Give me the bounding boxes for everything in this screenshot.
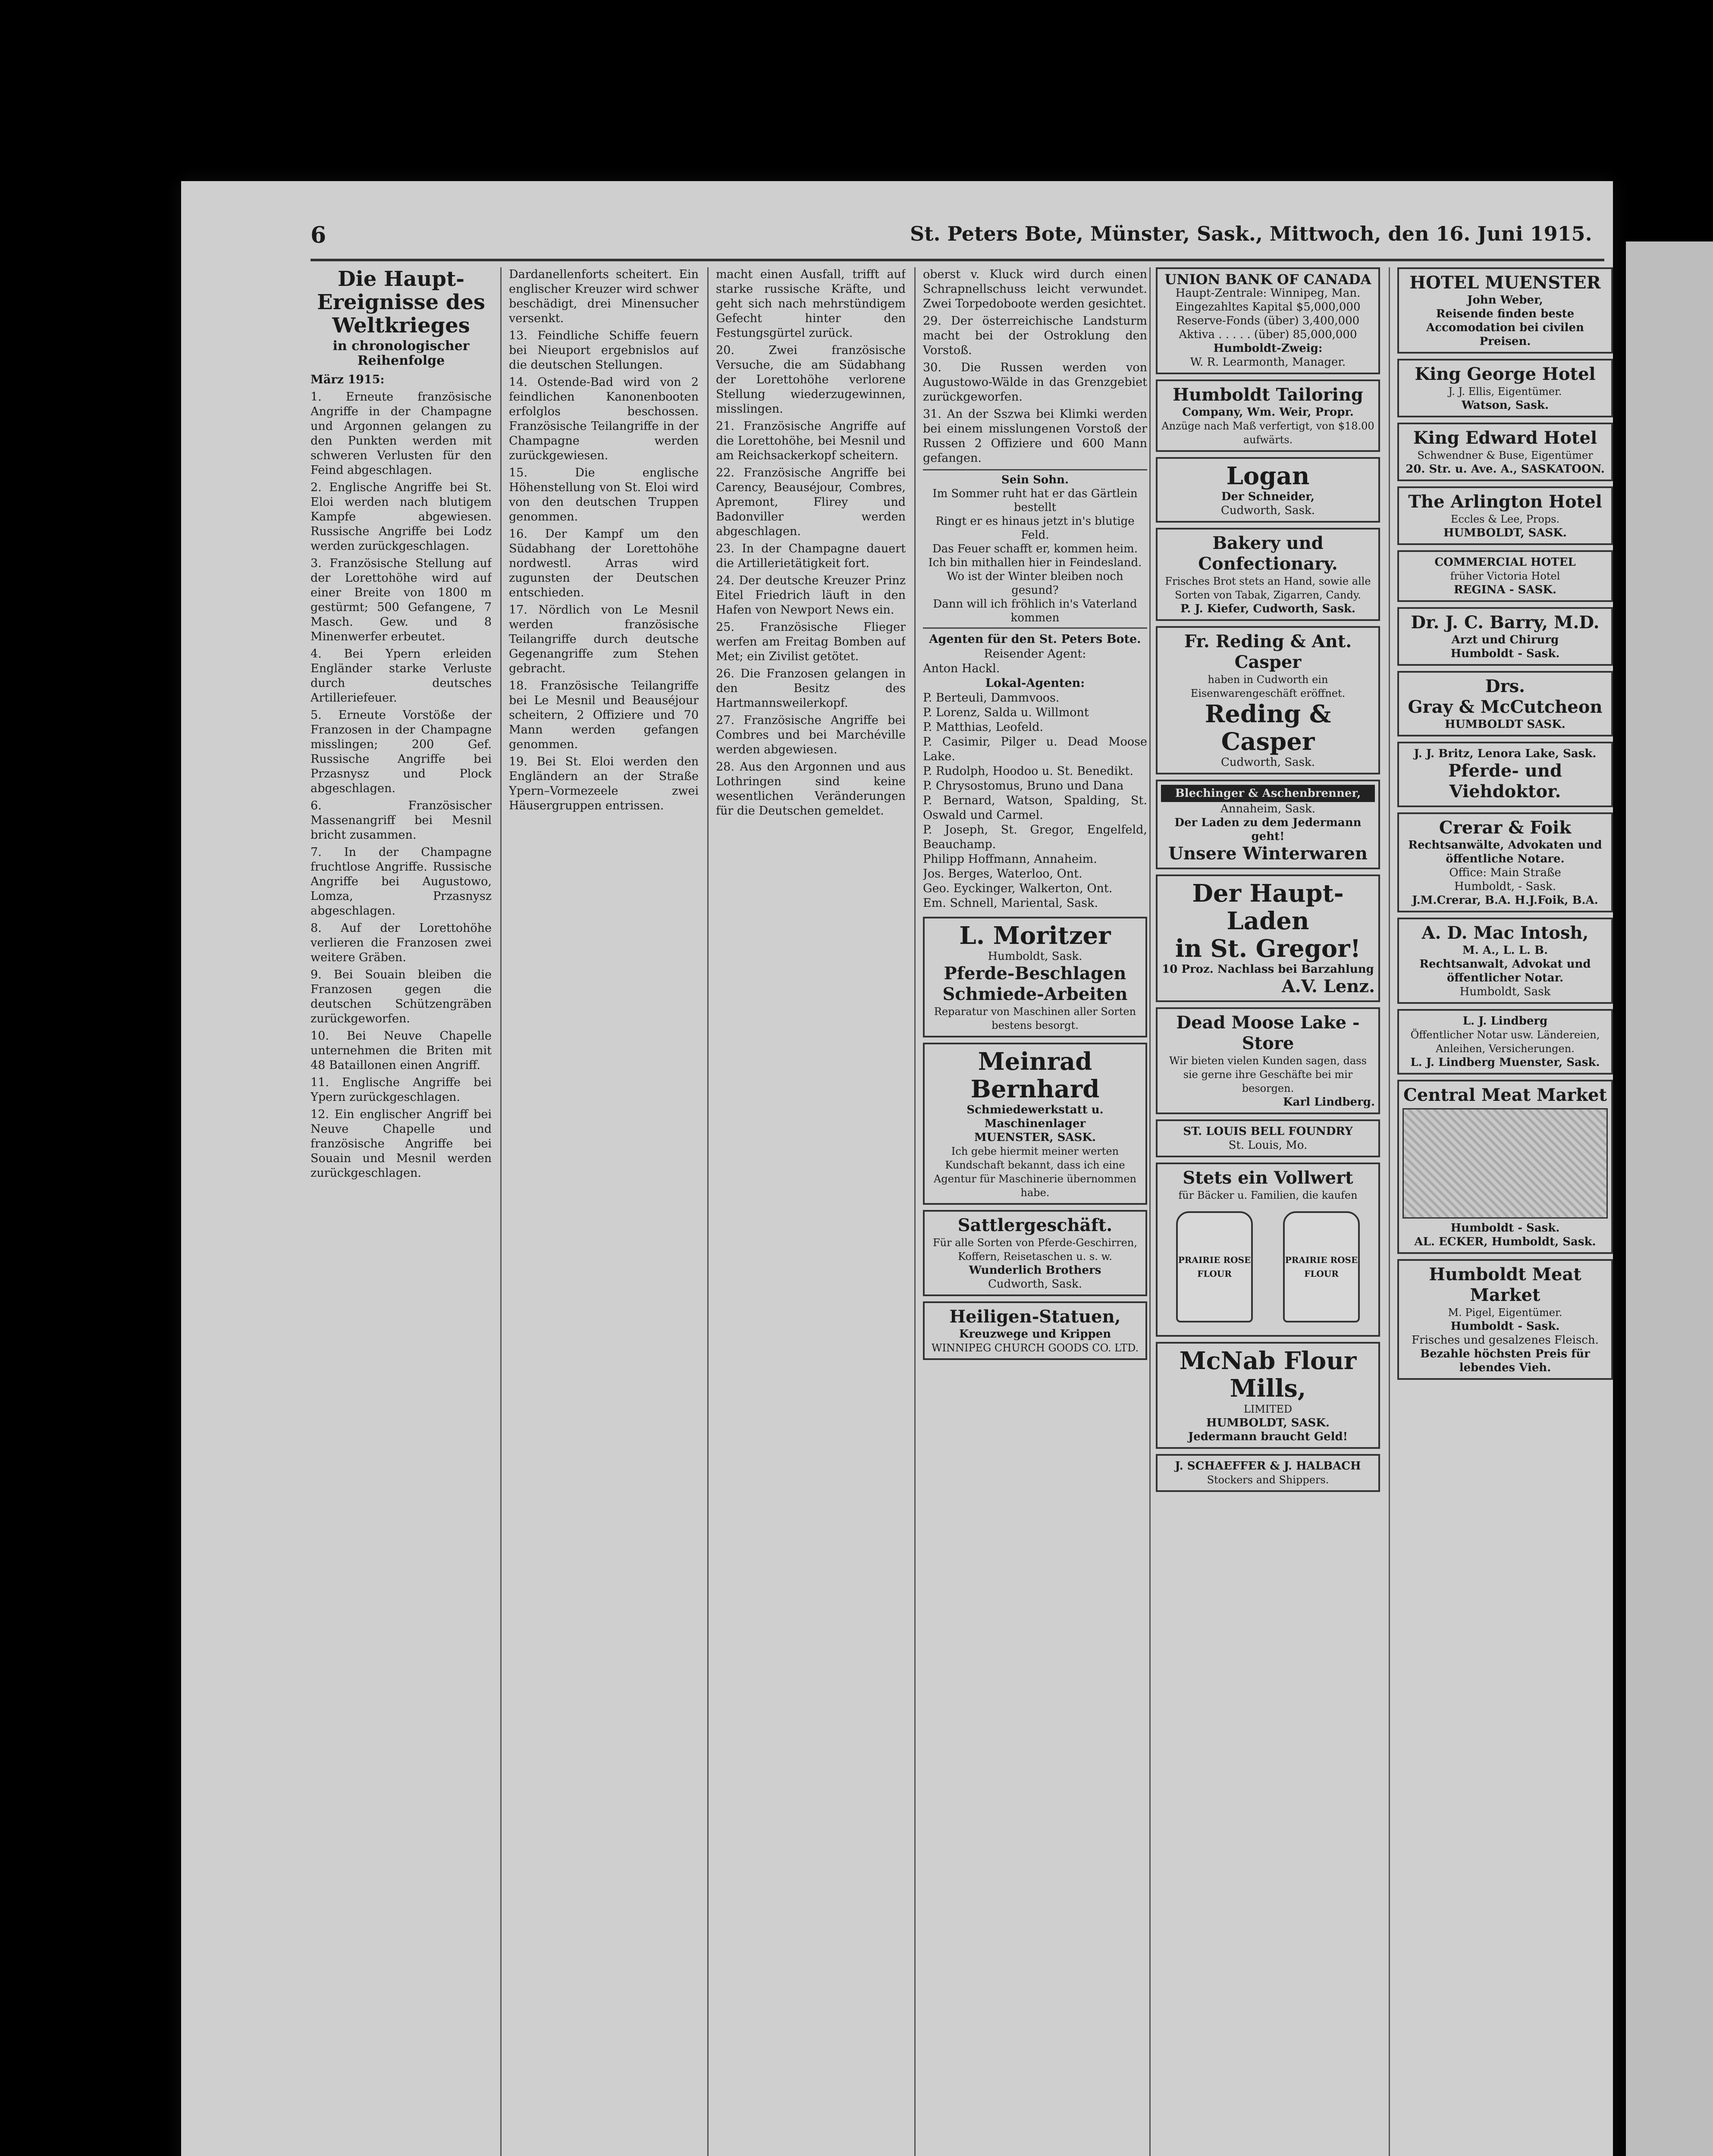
ad-mcnab xyxy=(1156,1342,1380,1449)
article-heading: Die Haupt-Ereignisse des Weltkrieges xyxy=(317,267,485,338)
ad-text: für Bäcker u. Familien, die kaufen xyxy=(1178,1189,1358,1201)
ad-owner: Schwendner & Buse, Eigentümer xyxy=(1417,449,1593,461)
ad-place: HUMBOLDT SASK. xyxy=(1445,718,1566,731)
ad-subtitle: Unsere Winterwaren xyxy=(1168,843,1368,864)
ad-names: J.M.Crerar, B.A. H.J.Foik, B.A. xyxy=(1412,894,1598,907)
agents-sub: Reisender Agent: xyxy=(984,647,1086,661)
ad-text: Öffentlicher Notar usw. Ländereien, Anleihen, Versicherungen. xyxy=(1410,1029,1600,1055)
article-paragraph: 7. In der Champagne fruchtlose Angriffe. Russische Angriffe bei Augustowo, Lomza, Przasnysz abgeschlagen. xyxy=(311,846,492,918)
ad-degree: M. A., L. L. B. xyxy=(1462,944,1548,957)
ad-reding xyxy=(1156,626,1380,774)
ad-place: Cudworth, Sask. xyxy=(1220,756,1315,769)
ad-title: Fr. Reding & Ant. Casper xyxy=(1184,631,1352,672)
column-rule xyxy=(1389,267,1390,2156)
ad-name: Gray & McCutcheon xyxy=(1408,697,1603,717)
agent-entry: Em. Schnell, Mariental, Sask. xyxy=(923,896,1098,910)
ad-king-edward xyxy=(1397,423,1613,481)
article-paragraph: 4. Bei Ypern erleiden Engländer starke Verluste durch deutsches Artilleriefeuer. xyxy=(311,647,492,705)
article-paragraph: 19. Bei St. Eloi werden den Engländern an der Straße Ypern–Vormezeele zwei Häusergruppen entrissen. xyxy=(509,755,699,812)
ad-title: Bakery und Confectionary. xyxy=(1198,533,1338,574)
ad-office: Office: Main Straße xyxy=(1449,866,1561,879)
article-paragraph: 10. Bei Neuve Chapelle unternehmen die Briten mit 48 Bataillonen einen Angriff. xyxy=(311,1029,492,1072)
ad-text: 10 Proz. Nachlass bei Barzahlung xyxy=(1162,963,1374,976)
column-2 xyxy=(509,267,699,2156)
article-paragraph: Dardanellenforts scheitert. Ein englischer Kreuzer wird schwer beschädigt, drei Minensucher versenkt. xyxy=(509,268,699,325)
agent-entry: P. Matthias, Leofeld. xyxy=(923,721,1044,734)
article-paragraph: 11. Englische Angriffe bei Ypern zurückgeschlagen. xyxy=(311,1076,492,1104)
article-paragraph: 30. Die Russen werden von Augustowo-Wälde in das Grenzgebiet zurückgeworfen. xyxy=(923,361,1147,404)
ad-title: Dr. J. C. Barry, M.D. xyxy=(1411,612,1600,633)
agent-entry: Jos. Berges, Waterloo, Ont. xyxy=(923,867,1082,881)
ad-title: in St. Gregor! xyxy=(1175,934,1361,963)
ad-title: Der Haupt-Laden xyxy=(1192,879,1344,935)
ad-firm: Wunderlich Brothers xyxy=(969,1264,1101,1277)
ad-union-bank xyxy=(1156,267,1380,374)
ad-line: Schmiedewerkstatt u. Maschinenlager xyxy=(966,1103,1104,1130)
ad-line: W. R. Learmonth, Manager. xyxy=(1190,356,1346,369)
ad-line: Eingezahltes Kapital $5,000,000 xyxy=(1175,301,1361,313)
article-paragraph: 8. Auf der Lorettohöhe verlieren die Franzosen zwei weitere Gräben. xyxy=(311,921,492,964)
article-paragraph: 3. Französische Stellung auf der Lorettohöhe wird auf einer Breite von 1800 m gestürmt; 500 Gefangene, 7 Masch. Gew. und 8 Minenwerfer erbeutet. xyxy=(311,557,492,643)
ad-place: Humboldt, Sask xyxy=(1459,985,1551,998)
ad-logan xyxy=(1156,457,1380,523)
agent-entry: P. Chrysostomus, Bruno und Dana xyxy=(923,779,1124,793)
ad-gray-mccutcheon xyxy=(1397,671,1613,736)
ad-owner: M. Pigel, Eigentümer. xyxy=(1448,1307,1562,1319)
ad-title: The Arlington Hotel xyxy=(1408,492,1602,512)
ad-bell-foundry xyxy=(1156,1119,1380,1157)
ad-place: Annaheim, Sask. xyxy=(1220,802,1316,815)
agent-entry: P. Rudolph, Hoodoo u. St. Benedikt. xyxy=(923,765,1133,778)
ad-line: Aktiva . . . . . (über) 85,000,000 xyxy=(1179,328,1357,341)
ad-owner: Karl Lindberg. xyxy=(1283,1096,1375,1109)
ad-owner: Eccles & Lee, Props. xyxy=(1450,513,1560,525)
article-paragraph: 26. Die Franzosen gelangen in den Besitz des Hartmannsweilerkopf. xyxy=(716,667,906,710)
ad-place: Humboldt, Sask. xyxy=(988,950,1082,963)
column-1 xyxy=(311,267,492,2156)
page-number: 6 xyxy=(311,222,326,248)
local-agents-title: Lokal-Agenten: xyxy=(985,677,1085,690)
ad-tail: Bezahle höchsten Preis für lebendes Vieh. xyxy=(1420,1348,1590,1374)
ad-text: Ich gebe hiermit meiner werten Kundschaft bekannt, dass ich eine Agentur für Maschinerie übernommen habe. xyxy=(934,1145,1136,1199)
ad-owner: AL. ECKER, Humboldt, Sask. xyxy=(1414,1235,1596,1248)
ad-title: Drs. xyxy=(1485,676,1525,696)
ad-text: Der Laden zu dem Jedermann geht! xyxy=(1174,816,1362,843)
ad-line: Humboldt-Zweig: xyxy=(1213,342,1323,355)
ad-schaeffer xyxy=(1156,1454,1380,1492)
ad-flour xyxy=(1156,1163,1380,1337)
ad-place: Watson, Sask. xyxy=(1461,399,1549,412)
newspaper-masthead: St. Peters Bote, Münster, Sask., Mittwoch, den 16. Juni 1915. xyxy=(910,222,1592,245)
agents-name: Anton Hackl. xyxy=(923,662,1000,675)
ad-sub: Arzt und Chirurg xyxy=(1451,633,1559,646)
ad-place: St. Louis, Mo. xyxy=(1228,1139,1308,1152)
ad-title: McNab Flour Mills, xyxy=(1179,1347,1357,1403)
ad-title: Crerar & Foik xyxy=(1439,818,1572,838)
ad-sub: Pferde- und Viehdoktor. xyxy=(1448,761,1562,802)
article-paragraph: macht einen Ausfall, trifft auf starke russische Kräfte, und geht sich nach mehrstündigem Gefecht hinter den Festungsgürtel zurück. xyxy=(716,268,906,340)
ad-owner: John Weber, xyxy=(1467,294,1543,307)
ad-king-george xyxy=(1397,359,1613,417)
ad-firm: Company, Wm. Weir, Propr. xyxy=(1182,406,1354,419)
article-paragraph: 1. Erneute französische Angriffe in der Champagne und Argonnen gelangen zu den Punkten werden mit schweren Verlusten für den Feind abgeschlagen. xyxy=(311,390,492,477)
article-paragraph: 17. Nördlich von Le Mesnil werden französische Teilangriffe durch deutsche Gegenangriffe zum Stehen gebracht. xyxy=(509,603,699,675)
ad-dr-barry xyxy=(1397,607,1613,666)
ad-title: L. Moritzer xyxy=(959,921,1111,950)
ad-place: Cudworth, Sask. xyxy=(988,1278,1082,1291)
ad-blechinger xyxy=(1156,780,1380,869)
ad-commercial-hotel xyxy=(1397,550,1613,602)
ad-moritzer xyxy=(923,917,1147,1037)
ad-limited: LIMITED xyxy=(1243,1403,1293,1415)
ad-text: Für alle Sorten von Pferde-Geschirren, Koffern, Reisetaschen u. s. w. xyxy=(933,1237,1137,1263)
article-paragraph: 12. Ein englischer Angriff bei Neuve Chapelle und französische Angriffe bei Souain und Mesnil werden zurückgeschlagen. xyxy=(311,1108,492,1180)
ad-title: Blechinger & Aschenbrenner, xyxy=(1161,785,1375,802)
article-paragraph: 28. Aus den Argonnen und aus Lothringen sind keine wesentlichen Veränderungen für die Deutschen gemeldet. xyxy=(716,760,906,818)
article-paragraph: 15. Die englische Höhenstellung von St. Eloi wird von den deutschen Truppen genommen. xyxy=(509,466,699,523)
ad-title: King Edward Hotel xyxy=(1413,428,1597,448)
ad-dead-moose-store xyxy=(1156,1007,1380,1114)
ad-humboldt-meat-market xyxy=(1397,1259,1613,1380)
page-header xyxy=(311,211,1604,261)
article-paragraph: 21. Französische Angriffe auf die Lorettohöhe, bei Mesnil und am Reichsackerkopf scheitern. xyxy=(716,420,906,462)
ad-sub: Rechtsanwalt, Advokat und öffentlicher Notar. xyxy=(1419,958,1591,984)
article-paragraph: 25. Französische Flieger werfen am Freitag Bomben auf Met; ein Zivilist getötet. xyxy=(716,620,906,663)
ad-line: Haupt-Zentrale: Winnipeg, Man. xyxy=(1175,287,1361,300)
ad-title: Sattlergeschäft. xyxy=(957,1215,1113,1235)
month-label: März 1915: xyxy=(311,373,385,386)
article-paragraph: 9. Bei Souain bleiben die Franzosen gegen die deutschen Schützengräben zurückgeworfen. xyxy=(311,968,492,1025)
ad-line: Schmiede-Arbeiten xyxy=(942,984,1128,1004)
ad-sub: früher Victoria Hotel xyxy=(1450,570,1560,582)
ad-place: Humboldt, - Sask. xyxy=(1454,880,1556,893)
ad-title: UNION BANK OF CANADA xyxy=(1164,271,1371,288)
ad-lindberg xyxy=(1397,1009,1613,1075)
ad-sub: Kreuzwege und Krippen xyxy=(959,1328,1111,1341)
ad-tag: Der Schneider, xyxy=(1221,490,1315,503)
agent-entry: P. Berteuli, Dammvoos. xyxy=(923,691,1060,705)
newspaper-page xyxy=(181,181,1613,2156)
poem-title: Sein Sohn. xyxy=(1001,473,1069,486)
ad-place: REGINA - SASK. xyxy=(1454,583,1556,596)
ad-place: HUMBOLDT, SASK. xyxy=(1443,526,1567,539)
article-paragraph: 16. Der Kampf um den Südabhang der Lorettohöhe nordwestl. Arras wird zugunsten der Deutschen entschieden. xyxy=(509,527,699,599)
ad-bernhard xyxy=(923,1043,1147,1205)
poem-line: Ich bin mithallen hier in Feindesland. xyxy=(928,556,1142,569)
article-paragraph: 23. In der Champagne dauert die Artillerietätigkeit fort. xyxy=(716,542,906,570)
adjacent-page-edge xyxy=(1626,241,1713,2156)
agent-entry: P. Casimir, Pilger u. Dead Moose Lake. xyxy=(923,735,1147,763)
agent-entry: P. Lorenz, Salda u. Willmont xyxy=(923,706,1089,719)
ad-title: Logan xyxy=(1226,462,1310,490)
ad-address: 20. Str. u. Ave. A., SASKATOON. xyxy=(1406,463,1605,476)
ad-crerar-foik xyxy=(1397,812,1613,912)
ad-text: Frisches Brot stets an Hand, sowie alle Sorten von Tabak, Zigarren, Candy. xyxy=(1165,575,1371,601)
article-paragraph: 29. Der österreichische Landsturm macht bei der Ostroklung den Vorstoß. xyxy=(923,314,1147,357)
ad-title: A. D. Mac Intosh, xyxy=(1421,923,1589,943)
ad-owner: A.V. Lenz. xyxy=(1281,976,1375,997)
ad-place: Cudworth, Sask. xyxy=(1220,504,1315,517)
column-5 xyxy=(1156,267,1380,2156)
article-subheading: in chronologischer Reihenfolge xyxy=(333,338,470,368)
ad-title: Heiligen-Statuen, xyxy=(949,1307,1121,1327)
agents-title: Agenten für den St. Peters Bote. xyxy=(929,633,1141,646)
article-paragraph: 6. Französischer Massenangriff bei Mesnil bricht zusammen. xyxy=(311,799,492,842)
agent-entry: P. Bernard, Watson, Spalding, St. Oswald und Carmel. xyxy=(923,794,1147,822)
ad-title2: Reding & Casper xyxy=(1205,700,1331,756)
column-6 xyxy=(1397,267,1613,2156)
ad-title: ST. LOUIS BELL FOUNDRY xyxy=(1183,1125,1353,1138)
ad-title: Humboldt Meat Market xyxy=(1429,1264,1581,1305)
poem-line: Im Sommer ruht hat er das Gärtlein bestellt xyxy=(932,487,1138,514)
agent-entry: Geo. Eyckinger, Walkerton, Ont. xyxy=(923,882,1113,895)
ad-title: Stets ein Vollwert xyxy=(1183,1168,1353,1188)
ad-title: Humboldt Tailoring xyxy=(1173,385,1363,405)
article-paragraph: 2. Englische Angriffe bei St. Eloi werden nach blutigem Kampfe abgewiesen. Russische Angriffe bei Lodz werden zurückgeschlagen. xyxy=(311,481,492,553)
column-3 xyxy=(716,267,906,2156)
ad-place: MUENSTER, SASK. xyxy=(974,1131,1096,1144)
flour-sack: PRAIRIE ROSE FLOUR xyxy=(1176,1211,1253,1322)
ad-title: J. SCHAEFFER & J. HALBACH xyxy=(1175,1460,1361,1473)
ad-line: Reserve-Fonds (über) 3,400,000 xyxy=(1176,314,1360,327)
ad-slogan: Jedermann braucht Geld! xyxy=(1188,1430,1348,1443)
ad-text: Reparatur von Maschinen aller Sorten bestens besorgt. xyxy=(934,1006,1136,1031)
ad-title: King George Hotel xyxy=(1415,364,1596,384)
ad-title: COMMERCIAL HOTEL xyxy=(1434,556,1576,569)
ad-text: Reisende finden beste Accomodation bei civilen Preisen. xyxy=(1426,307,1584,348)
ad-text: Wir bieten vielen Kunden sagen, dass sie gerne ihre Geschäfte bei mir besorgen. xyxy=(1169,1055,1367,1094)
ad-sub: Rechtsanwälte, Advokaten und öffentliche Notare. xyxy=(1408,839,1602,865)
ad-title: J. J. Britz, Lenora Lake, Sask. xyxy=(1414,747,1597,760)
column-rule xyxy=(1149,267,1151,2156)
column-rule xyxy=(500,267,502,2156)
ad-title: HOTEL MUENSTER xyxy=(1409,273,1601,293)
ad-place: Humboldt - Sask. xyxy=(1450,647,1560,660)
poem xyxy=(923,469,1147,629)
article-paragraph: 31. An der Sszwa bei Klimki werden bei einem misslungenen Vorstoß der Russen 2 Offiziere und 600 Mann gefangen. xyxy=(923,407,1147,465)
article-paragraph: 27. Französische Angriffe bei Combres und bei Marchéville werden abgewiesen. xyxy=(716,714,906,756)
ad-arlington xyxy=(1397,486,1613,545)
ad-tailoring xyxy=(1156,379,1380,452)
column-rule xyxy=(914,267,916,2156)
agent-entry: P. Joseph, St. Gregor, Engelfeld, Beauchamp. xyxy=(923,823,1147,851)
ad-owner: P. J. Kiefer, Cudworth, Sask. xyxy=(1180,602,1355,615)
ad-title: Meinrad Bernhard xyxy=(970,1047,1100,1103)
butcher-illustration xyxy=(1402,1108,1608,1219)
ad-place: Humboldt - Sask. xyxy=(1450,1222,1560,1235)
ad-st-gregor xyxy=(1156,874,1380,1002)
ad-statuen xyxy=(923,1301,1147,1360)
ad-line: Pferde-Beschlagen xyxy=(944,963,1126,984)
article-paragraph: 13. Feindliche Schiffe feuern bei Nieuport ergebnislos auf die deutschen Stellungen. xyxy=(509,329,699,372)
poem-line: Ringt er es hinaus jetzt in's blutige Feld. xyxy=(935,515,1135,542)
article-paragraph: 5. Erneute Vorstöße der Franzosen in der Champagne misslingen; 200 Gef. Russische Angriffe bei Przasnysz und Plock abgeschlagen. xyxy=(311,708,492,795)
ad-macintosh xyxy=(1397,918,1613,1004)
ad-sattler xyxy=(923,1210,1147,1296)
article-paragraph: 24. Der deutsche Kreuzer Prinz Eitel Friedrich läuft in den Hafen von Newport News ein. xyxy=(716,574,906,617)
column-4 xyxy=(923,267,1147,2156)
ad-place: HUMBOLDT, SASK. xyxy=(1206,1416,1330,1429)
ad-text: Anzüge nach Maß verfertigt, von $18.00 aufwärts. xyxy=(1161,420,1374,446)
poem-line: Das Feuer schafft er, kommen heim. xyxy=(932,542,1138,555)
flour-sack: PRAIRIE ROSE FLOUR xyxy=(1283,1211,1360,1322)
article-paragraph: 14. Ostende-Bad wird von 2 feindlichen Kanonenbooten erfolglos beschossen. Französische Teilangriffe in der Champagne werden zurückgewiesen. xyxy=(509,376,699,462)
ad-text: haben in Cudworth ein Eisenwarengeschäft eröffnet. xyxy=(1190,674,1346,699)
ad-title: Central Meat Market xyxy=(1403,1085,1607,1105)
article-paragraph: 18. Französische Teilangriffe bei Le Mesnil und Beauséjour scheitern, 2 Offiziere und 70 Mann werden gefangen genommen. xyxy=(509,679,699,751)
article-paragraph: oberst v. Kluck wird durch einen Schrapnellschuss leicht verwundet. Zwei Torpedoboote werden gesichtet. xyxy=(923,268,1147,310)
ad-sub: Stockers and Shippers. xyxy=(1207,1474,1329,1486)
ad-bakery xyxy=(1156,528,1380,621)
poem-line: Wo ist der Winter bleiben noch gesund? xyxy=(947,570,1123,597)
agent-entry: Philipp Hoffmann, Annaheim. xyxy=(923,852,1097,866)
ad-title: L. J. Lindberg xyxy=(1462,1015,1548,1028)
ad-title: Dead Moose Lake - Store xyxy=(1176,1012,1360,1053)
flour-sacks-illustration xyxy=(1161,1202,1375,1332)
ad-britz xyxy=(1397,742,1613,807)
ad-signature: L. J. Lindberg Muenster, Sask. xyxy=(1410,1056,1600,1069)
article-paragraph: 20. Zwei französische Versuche, die am Südabhang der Lorettohöhe verlorene Stellung wiederzugewinnen, misslingen. xyxy=(716,344,906,416)
ad-owner: J. J. Ellis, Eigentümer. xyxy=(1448,385,1562,398)
ad-text: Frisches und gesalzenes Fleisch. xyxy=(1412,1334,1599,1347)
poem-line: Dann will ich fröhlich in's Vaterland kommen xyxy=(933,598,1137,624)
ad-firm: WINNIPEG CHURCH GOODS CO. LTD. xyxy=(931,1342,1139,1354)
column-rule xyxy=(707,267,709,2156)
article-paragraph: 22. Französische Angriffe bei Carency, Beauséjour, Combres, Apremont, Flirey und Badonviller werden abgeschlagen. xyxy=(716,466,906,538)
ad-place: Humboldt - Sask. xyxy=(1450,1320,1560,1333)
ad-central-meat-market xyxy=(1397,1080,1613,1254)
ad-hotel-muenster xyxy=(1397,267,1613,354)
